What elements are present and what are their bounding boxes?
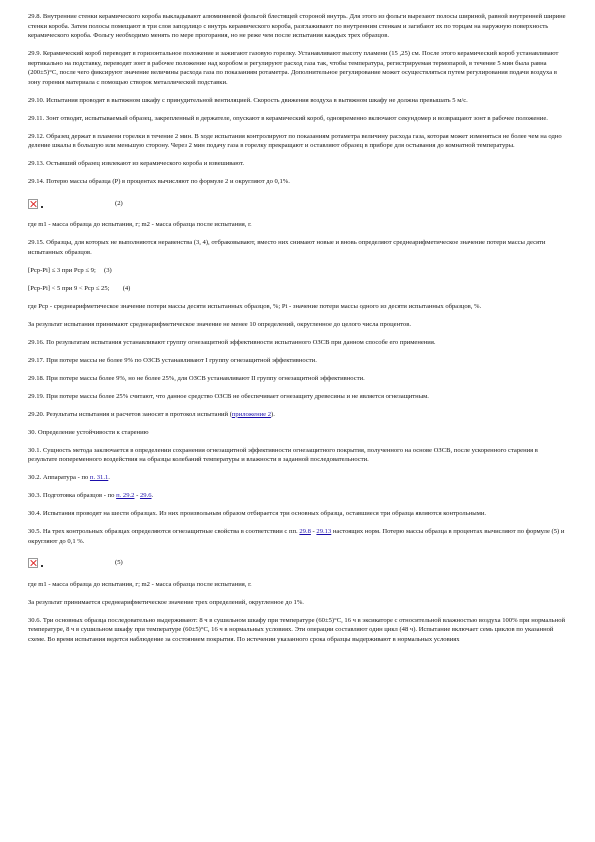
paragraph-29-18: 29.18. При потере массы более 9%, но не более 25%, для ОЗСВ устанавливают II группу огнезащитной эффективности.	[28, 374, 365, 382]
paragraph-29-12: 29.12. Образец держат в пламени горелки в течение 2 мин. В ходе испытания контролируют по показаниям ротаметра величину расхода газа, которая может изменяться не более чем на одно деление шкалы в большую или меньшую сторону. Через 2 мин подачу газа в горелку прекращают и оставляют образец в приборе для остывания до комнатной температуры.	[28, 132, 562, 149]
paragraph-30-2	[28, 473, 567, 483]
formula-5-number: (5)	[115, 559, 123, 567]
paragraph-29-11: 29.11. Зонт отводят, испытываемый образец, закрепленный в держателе, опускают в керамический короб, одновременно включают секундомер и возвращают зонт в рабочее положение.	[28, 114, 548, 122]
clause-29-6-link[interactable]: 29.6	[139, 492, 152, 499]
clause-29-2-link[interactable]: п. 29.2	[116, 492, 135, 499]
paragraph-29-19: 29.19. При потере массы более 25% считают, что данное средство ОЗСВ не обеспечивает огнезащиту древесины и не является огнезащитным.	[28, 392, 429, 400]
clause-31-1-link[interactable]: п. 31.1	[89, 474, 109, 481]
result-paragraph-1: За результат испытания принимают среднеарифметическое значение не менее 10 определений, округленное до целого числа процентов.	[28, 320, 411, 328]
where-definition-3: где m1 - масса образца до испытания, г; m2 - масса образца после испытания, г.	[28, 580, 252, 588]
paragraph-29-9: 29.9. Керамический короб переводят в горизонтальное положение и зажигают газовую горелку. Устанавливают высоту пламени (15 ,25) см. После этого керамический короб устанавливают вертикально на подставку, переводят зонт в рабочее положение над коробом и регулируют расход газа так, чтобы температура, регистрируемая термопарой, в течение 5 мин была равна (200±5)°С, после чего фиксируют значение величины расхода газа по показаниям ротаметра. Дополнительное регулирование может осуществляться путем регулирования подачи воздуха в зону горения материала с помощью створок металлической подставки.	[28, 50, 559, 86]
paragraph-29-8: 29.8. Внутренние стенки керамического короба выкладывают алюминиевой фольгой блестящей стороной внутрь. Для этого из фольги вырезают полосы шириной, равной внутренней ширине стенки короба. Затем полосы помещают в три слоя заподлицо с внутрь керамического короба, разглаживают по внутренним стенкам и загибают их по торцам на наружную поверхность керамического короба. Фольгу необходимо менять по мере прогорания, но не реже чем после испытания каждых трех образцов.	[28, 13, 566, 39]
paragraph-29-10: 29.10. Испытания проводят в вытяжном шкафу с принудительной вентиляцией. Скорость движения воздуха в вытяжном шкафу не должна превышать 5 м/с.	[28, 96, 468, 104]
paragraph-29-14: 29.14. Потерю массы образца (P) в процентах вычисляют по формуле 2 и округляют до 0,1%.	[28, 178, 290, 185]
paragraph-30-4: 30.4. Испытания проводят на шести образцах. Из них произвольным образом отбирается три основных образца, оставшиеся три образца являются контрольными.	[28, 510, 487, 517]
inequality-3	[28, 266, 567, 276]
broken-image-icon	[28, 199, 38, 209]
clause-29-8-link[interactable]: 29.8	[299, 528, 311, 535]
paragraph-30-6: 30.6. Три основных образца последовательно выдерживают: 8 ч в сушильном шкафу при температуре (60±5)°С, 16 ч в эксикаторе с относительной влажностью воздуха 100% при нормальной температуре, 8 ч в сушильном шкафу при температуре (60±5)°С, 16 ч в нормальных условиях. Эти операции составляют один цикл (48 ч). Испытание включает семь циклов по указанной схеме. Во время испытания ведется наблюдение за состоянием покрытия. По истечении указанного срока образцы выдерживают в нормальных условиях	[28, 616, 566, 643]
inequality-3-text: [Pср-Pi] ≤ 3 при Pср ≤ 9;	[28, 266, 96, 274]
formula-2-number: (2)	[115, 199, 123, 207]
result-paragraph-2: За результат принимается среднеарифметическое значение трех определений, округленное до 1%.	[28, 598, 304, 606]
appendix-2-link[interactable]: приложение 2	[231, 410, 272, 418]
formula-2-row	[28, 195, 567, 212]
section-30-heading: 30. Определение устойчивости к старению	[28, 428, 149, 436]
paragraph-30-5-end: настоящих норм. Потерю массы образца в процентах вычисляют по формуле (5) и округляют до 0,1 %.	[28, 528, 565, 545]
paragraph-29-13: 29.13. Остывший образец извлекают из керамического короба и взвешивают.	[28, 160, 245, 167]
formula-dot	[41, 206, 43, 208]
paragraph-30-2-text: 30.2. Аппаратура - по	[28, 474, 90, 481]
broken-image-icon	[28, 558, 38, 568]
paragraph-29-20	[28, 410, 567, 420]
paragraph-29-16: 29.16. По результатам испытания устанавливают группу огнезащитной эффективности испытанного ОЗСВ при данном способе его применения.	[28, 338, 436, 346]
where-definition-2: где Pср - среднеарифметическое значение потери массы десяти испытанных образцов, %; Pi - значение потери массы одного из десяти испытанных образцов, %.	[28, 302, 482, 310]
paragraph-29-20-text: 29.20. Результаты испытания и расчетов заносят в протокол испытаний (	[28, 410, 232, 418]
paragraph-30-3-text: 30.3. Подготовка образцов - по	[28, 492, 117, 499]
paragraph-29-15: 29.15. Образцы, для которых не выполняются неравенства (3, 4), отбраковывают, вместо них снимают новые и вновь определяют среднеарифметическое значение потери массы десяти испытанных образцов.	[28, 239, 546, 256]
paragraph-30-5-sep: -	[310, 528, 317, 535]
paragraph-30-3	[28, 491, 567, 501]
paragraph-30-2-end: .	[108, 474, 110, 481]
paragraph-30-3-sep: -	[134, 492, 140, 499]
clause-29-13-link[interactable]: 29.13	[316, 528, 332, 535]
where-definition-1: где m1 - масса образца до испытания, г; m2 - масса образца после испытания, г.	[28, 221, 252, 228]
inequality-3-number: (3)	[104, 266, 112, 274]
inequality-4-number: (4)	[122, 284, 131, 292]
paragraph-30-5	[28, 527, 567, 546]
paragraph-29-17: 29.17. При потере массы не более 9% по ОЗСВ устанавливают I группу огнезащитной эффективности.	[28, 356, 317, 364]
paragraph-30-5-text: 30.5. На трех контрольных образцах определяются огнезащитные свойства в соответствии с пп.	[28, 528, 300, 535]
inequality-4	[28, 284, 567, 294]
paragraph-29-20-end: ).	[271, 410, 275, 418]
inequality-4-text: [Pср-Pi] < 5 при 9 < Pср ≤ 25;	[28, 284, 110, 292]
formula-dot	[41, 565, 43, 567]
paragraph-30-1: 30.1. Сущность метода заключается в определении сохранения огнезащитной эффективности огнезащитного покрытия, полученного на основе ОЗСВ, после ускоренного старения в результате попеременного воздействия на образцы колебаний температуры и влажности в заданной последовательности.	[28, 446, 538, 463]
formula-5-row	[28, 555, 567, 572]
paragraph-30-3-end: .	[151, 492, 154, 499]
